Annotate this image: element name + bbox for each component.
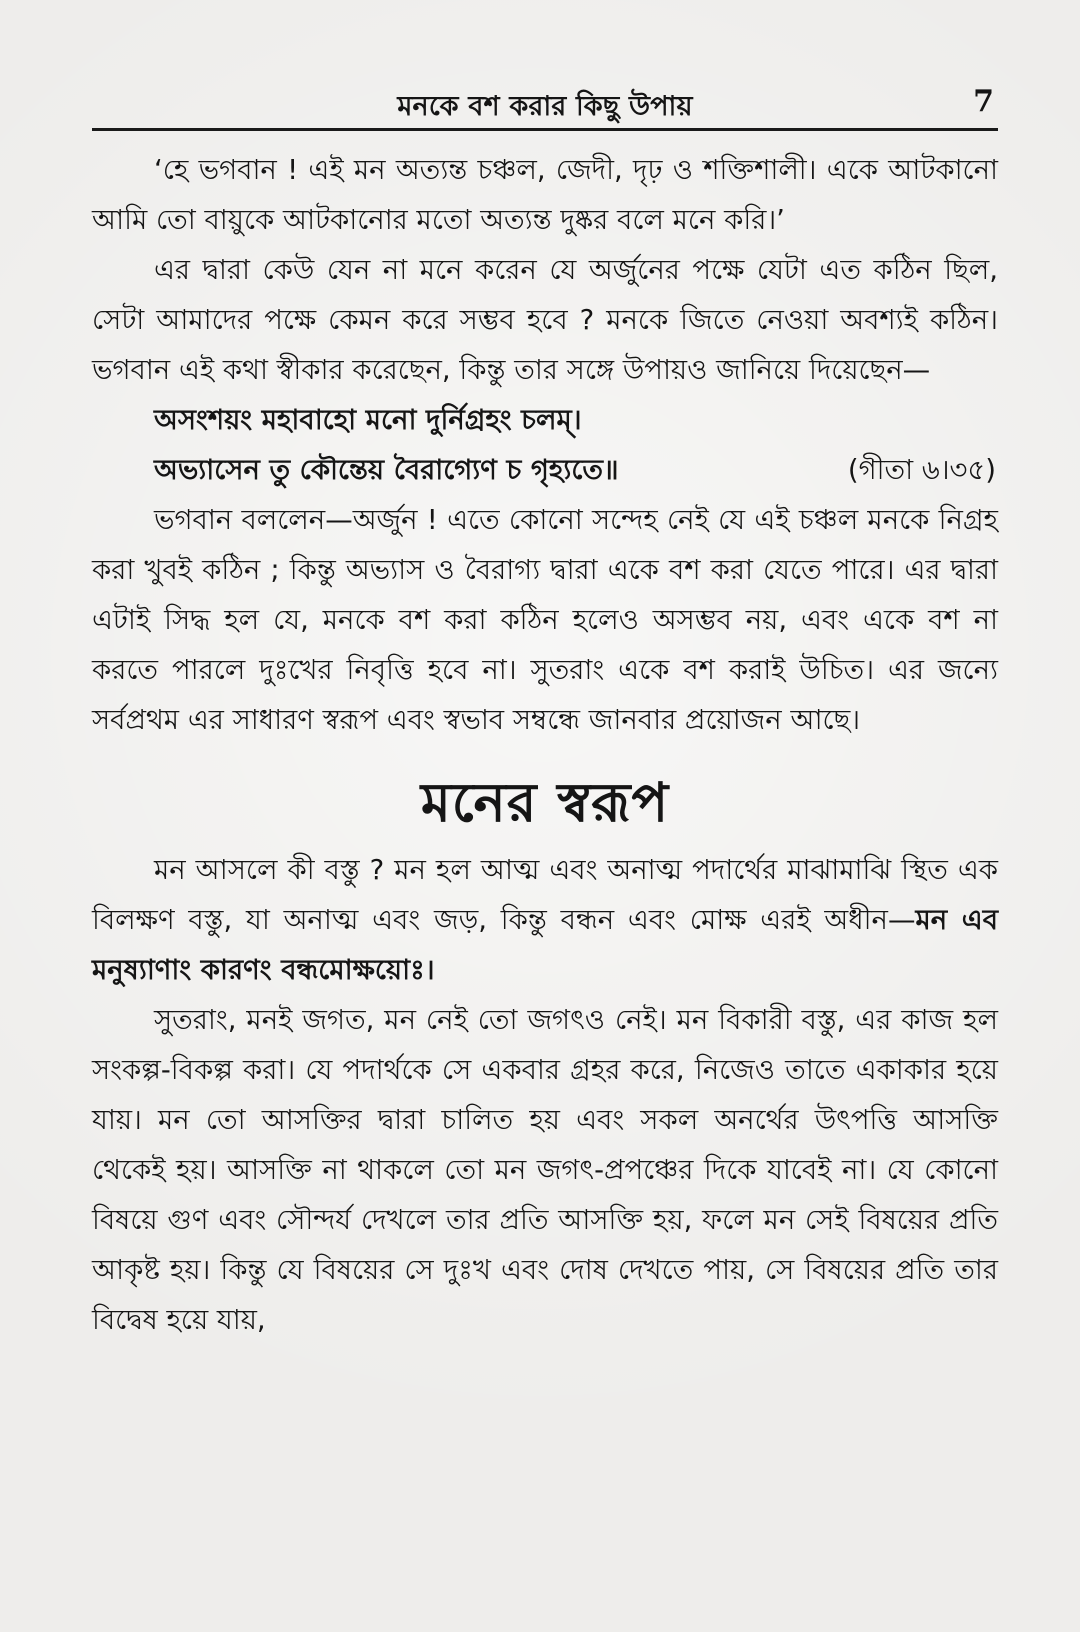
- body-text: [92, 145, 998, 1345]
- page-header: [92, 84, 998, 131]
- paragraph-bhagavan-said: ভগবান বললেন—অর্জুন ! এতে কোনো সন্দেহ নেই যে এই চঞ্চল মনকে নিগ্রহ করা খুবই কঠিন ; কিন্তু অভ্যাস ও বৈরাগ্য দ্বারা একে বশ করা যেতে পারে। এর দ্বারা এটাই সিদ্ধ হল যে, মনকে বশ করা কঠিন হলেও অসম্ভব নয়, এবং একে বশ না করতে পারলে দুঃখের নিবৃত্তি হবে না। সুতরাং একে বশ করাই উচিত। এর জন্যে সর্বপ্রথম এর সাধারণ স্বরূপ এবং স্বভাব সম্বন্ধে জানবার প্রয়োজন আছে।: [92, 504, 998, 736]
- paragraph-mind-world: সুতরাং, মনই জগত, মন নেই তো জগৎও নেই। মন বিকারী বস্তু, এর কাজ হল সংকল্প-বিকল্প করা। যে পদার্থকে সে একবার গ্রহর করে, নিজেও তাতে একাকার হয়ে যায়। মন তো আসক্তির দ্বারা চালিত হয় এবং সকল অনর্থের উৎপত্তি আসক্তি থেকেই হয়। আসক্তি না থাকলে তো মন জগৎ-প্রপঞ্চের দিকে যাবেই না। যে কোনো বিষয়ে গুণ এবং সৌন্দর্য দেখলে তার প্রতি আসক্তি হয়, ফলে মন সেই বিষয়ের প্রতি আকৃষ্ট হয়। কিন্তু যে বিষয়ের সে দুঃখ এবং দোষ দেখতে পায়, সে বিষয়ের প্রতি তার বিদ্বেষ হয়ে যায়,: [92, 1004, 998, 1336]
- verse-line-2: [154, 445, 998, 495]
- verse-line-2-text: অভ্যাসেন তু কৌন্তেয় বৈরাগ্যেণ চ গৃহ্যতে॥: [154, 454, 619, 486]
- paragraph-quote-arjuna: ‘হে ভগবান ! এই মন অত্যন্ত চঞ্চল, জেদী, দৃঢ় ও শক্তিশালী। একে আটকানো আমি তো বায়ুকে আটকানোর মতো অত্যন্ত দুষ্কর বলে মনে করি।’: [92, 154, 998, 236]
- paragraph-nature-of-mind-text: মন আসলে কী বস্তু ? মন হল আত্ম এবং অনাত্ম পদার্থের মাঝামাঝি স্থিত এক বিলক্ষণ বস্তু, যা অনাত্ম এবং জড়, কিন্তু বন্ধন এবং মোক্ষ এরই অধীন—: [92, 854, 998, 936]
- verse-line-1: [154, 395, 998, 445]
- running-title: মনকে বশ করার কিছু উপায়: [397, 91, 693, 122]
- section-heading: মনের স্বরূপ: [420, 771, 670, 834]
- page-number: 7: [973, 84, 994, 119]
- verse-line-1-text: অসংশয়ং মহাবাহো মনো দুর্নিগ্রহং চলম্‌।: [154, 404, 582, 436]
- sanskrit-quote: মন এব মনুষ্যাণাং কারণং বন্ধমোক্ষয়োঃ।: [92, 904, 998, 986]
- gita-verse: [92, 395, 998, 495]
- paragraph-explanation: এর দ্বারা কেউ যেন না মনে করেন যে অর্জুনের পক্ষে যেটা এত কঠিন ছিল, সেটা আমাদের পক্ষে কেমন করে সম্ভব হবে ? মনকে জিতে নেওয়া অবশ্যই কঠিন। ভগবান এই কথা স্বীকার করেছেন, কিন্তু তার সঙ্গে উপায়ও জানিয়ে দিয়েছেন—: [92, 254, 998, 386]
- paragraph-nature-of-mind: [92, 845, 998, 995]
- verse-reference: (গীতা ৬।৩৫): [847, 454, 996, 486]
